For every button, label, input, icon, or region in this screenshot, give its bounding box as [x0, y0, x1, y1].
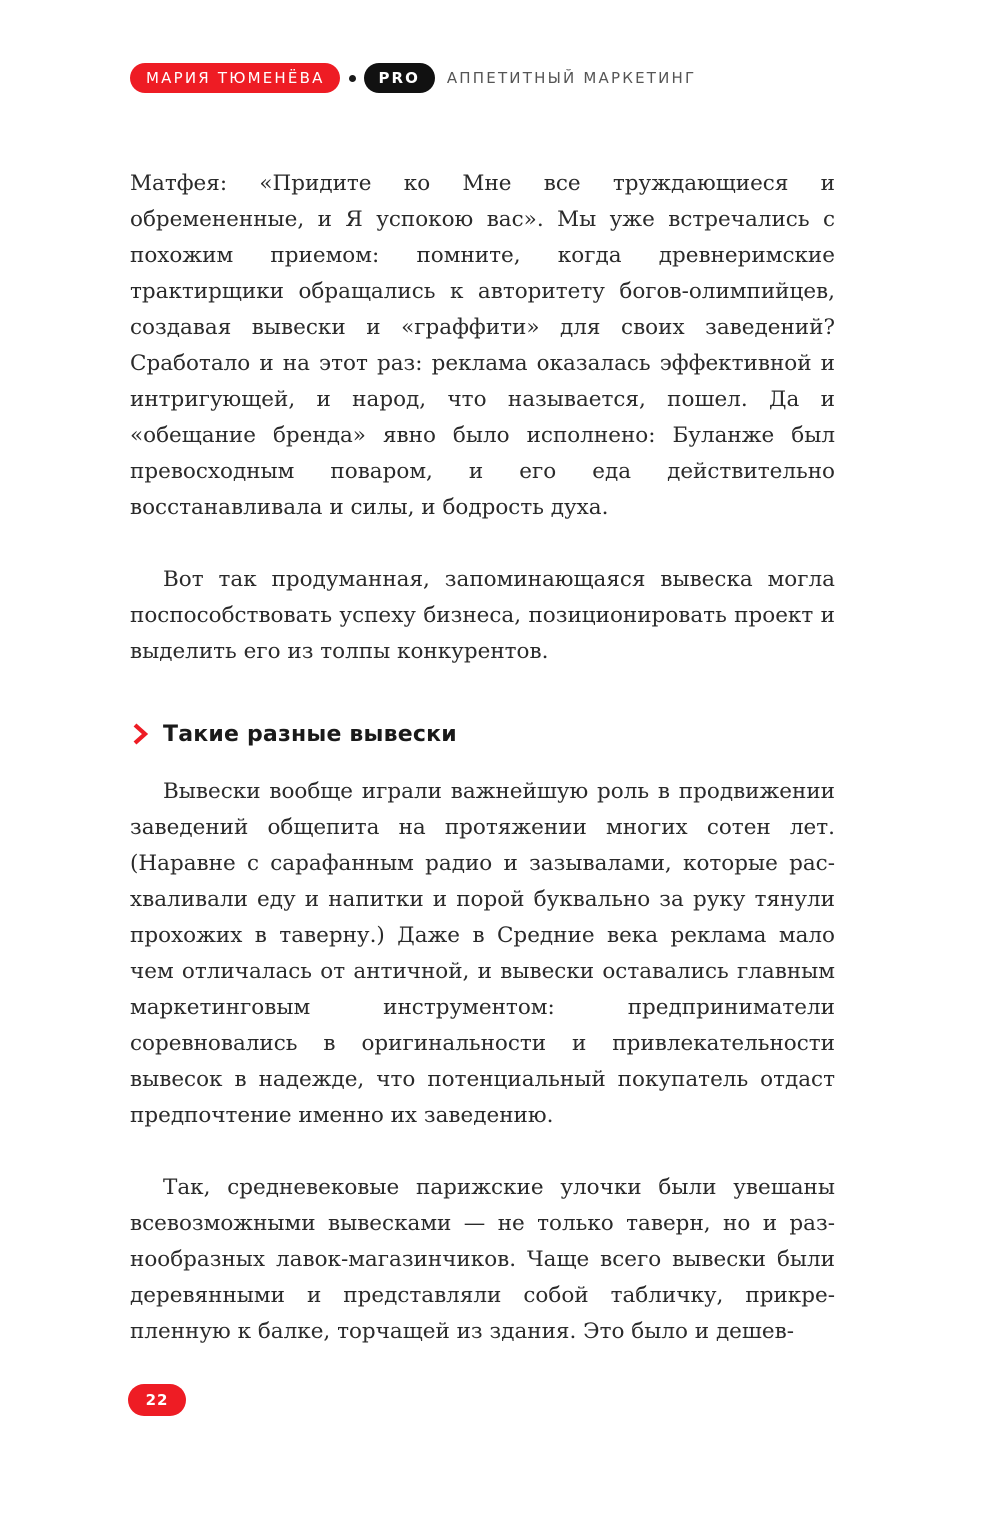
page-content — [130, 166, 835, 1350]
page-number: 22 — [128, 1384, 186, 1416]
paragraph: Вот так продуманная, запоминающаяся вывеска могла поспособствовать успеху бизнеса, позиционировать проект и выделить его из толпы конкурентов. — [130, 567, 835, 664]
section-heading-text: Такие разные вывески — [163, 721, 457, 747]
series-title: АППЕТИТНЫЙ МАРКЕТИНГ — [446, 69, 697, 87]
paragraph: Вывески вообще играли важнейшую роль в продвижении заведений общепита на протяжении многих сотен лет. (Наравне с сарафанным радио и зазывалами, которые расхваливали еду и напитки и порой буквально за руку тянули прохожих в таверну.) Даже в Средние века реклама мало чем отличалась от античной, и вывески оставались главным маркетинговым инструментом: предприниматели соревновались в оригинальности и привлекательности вывесок в надежде, что потенциальный покупатель отдаст предпочтение именно их заведению. — [130, 779, 835, 1128]
section-heading — [130, 716, 835, 752]
author-badge: МАРИЯ ТЮМЕНЁВА — [130, 63, 340, 93]
paragraph: Матфея: «Придите ко Мне все труждающиеся и обремененные, и Я успокою вас». Мы уже встречались с похожим приемом: помните, когда древнеримские трактирщики обращались к авторитету богов-олимпийцев, создавая вывески и «граффити» для своих заведений? Сработало и на этот раз: реклама оказалась эффективной и интригующей, и народ, что называется, пошел. Да и «обещание бренда» явно было исполнено: Буланже был превосходным поваром, и его еда действительно восстанавливала и силы, и бодрость духа. — [130, 171, 835, 520]
running-header — [130, 62, 696, 94]
pro-badge: PRO — [364, 63, 435, 93]
chevron-right-icon — [130, 723, 150, 745]
paragraph: Так, средневековые парижские улочки были увешаны всевозможными вывесками — не только таверн, но и разнообразных лавок-магазинчиков. Чаще всего вывески были деревянными и представляли собой табличку, прикрепленную к балке, торчащей из здания. Это было и дешев- — [130, 1175, 835, 1344]
separator-dot — [349, 75, 356, 82]
